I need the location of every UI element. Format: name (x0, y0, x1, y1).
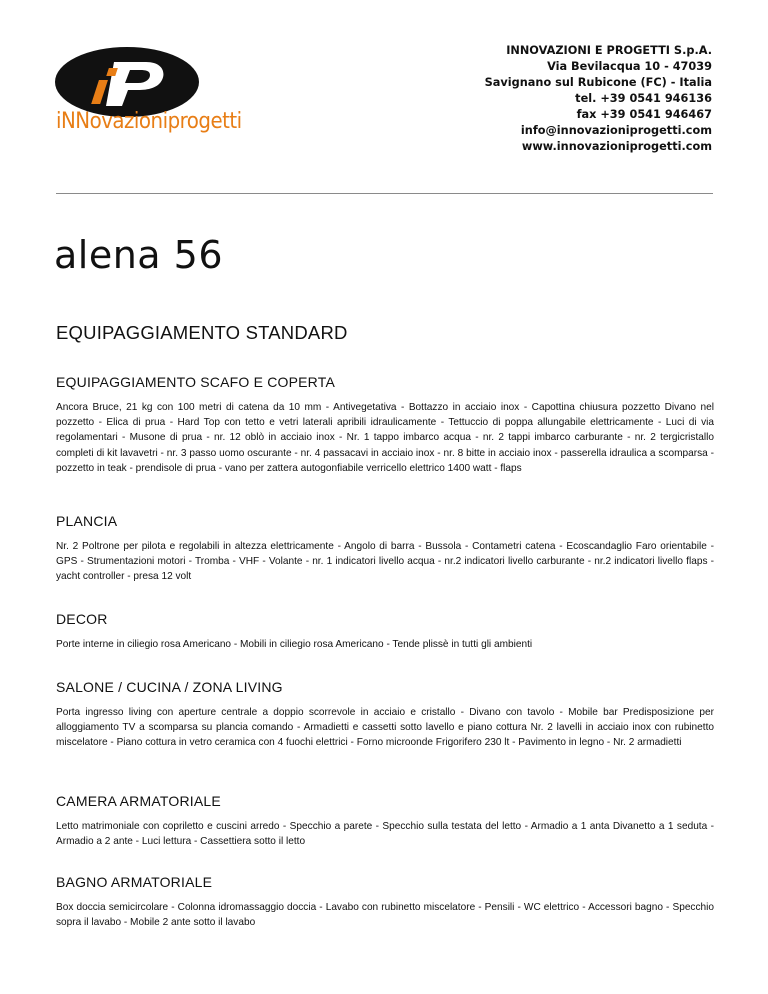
company-street: Via Bevilacqua 10 - 47039 (547, 60, 712, 73)
model-title: alena 56 (54, 233, 224, 277)
company-phone: tel. +39 0541 946136 (575, 92, 712, 105)
section-title: EQUIPAGGIAMENTO SCAFO E COPERTA (56, 374, 335, 390)
company-logo (54, 46, 200, 150)
company-city: Savignano sul Rubicone (FC) - Italia (484, 76, 712, 89)
section-title: BAGNO ARMATORIALE (56, 874, 213, 890)
section-text: Porta ingresso living con aperture centrale a doppio scorrevole in acciaio e cristallo - Divano con tavolo - Mobile bar Predisposizione per alloggiamento TV a scomparsa su plancia comando - Armadietti e cassetti sotto lavello e piano cottura Nr. 2 lavelli in acciaio inox con rubinetto miscelatore - Piano cottura in vetro ceramica con 4 fuochi elettrici - Forno microonde Frigorifero 230 lt - Pavimento in legno - Nr. 2 armadietti (56, 707, 714, 749)
header-divider (56, 193, 713, 194)
logo-wordmark: iNNovazioniprogetti (56, 109, 242, 134)
section-text: Porte interne in ciliegio rosa Americano - Mobili in ciliegio rosa Americano - Tende plissè in tutti gli ambienti (56, 639, 533, 650)
page-heading: EQUIPAGGIAMENTO STANDARD (56, 322, 348, 343)
section-text: Nr. 2 Poltrone per pilota e regolabili in altezza elettricamente - Angolo di barra - Bussola - Contametri catena - Ecoscandaglio Faro orientabile - GPS - Strumentazioni motori - Tromba - VHF - Volante - nr. 1 indicatori livello acqua - nr.2 indicatori livello carburante - nr.2 indicatori livello flaps - yacht controller - presa 12 volt (56, 541, 714, 583)
section-living (56, 679, 714, 751)
section-owner-bathroom (56, 874, 714, 930)
section-title: CAMERA ARMATORIALE (56, 793, 221, 809)
company-address-block (485, 43, 712, 155)
section-text: Letto matrimoniale con copriletto e cuscini arredo - Specchio a parete - Specchio sulla testata del letto - Armadio a 1 anta Divanetto a 1 seduta - Armadio a 2 ante - Luci lettura - Cassettiera sotto il letto (56, 821, 714, 848)
section-text: Ancora Bruce, 21 kg con 100 metri di catena da 10 mm - Antivegetativa - Bottazzo in acciaio inox - Capottina chiusura pozzetto Divano nel pozzetto - Elica di prua - Hard Top con tetto e vetri laterali apribili idraulicamente - Tettuccio di poppa allungabile elettricamente - Luci di via regolamentari - Musone di prua - nr. 12 oblò in acciaio inox - Nr. 1 tappo imbarco acqua - nr. 2 tappi imbarco carburante - nr. 2 tergicristallo completi di kit lavavetri - nr. 3 passo uomo oscurante - nr. 4 passacavi in acciaio inox - nr. 8 bitte in acciaio inox - passerella idraulica a scomparsa - pozzetto in teak - prendisole di prua - vano per zattera autogonfiabile verricello elettrico 1400 watt - flaps (56, 402, 714, 474)
section-title: PLANCIA (56, 513, 118, 529)
section-decor (56, 611, 714, 652)
company-name: INNOVAZIONI E PROGETTI S.p.A. (506, 44, 712, 57)
section-helm (56, 513, 714, 585)
company-fax: fax +39 0541 946467 (576, 108, 712, 121)
section-owner-cabin (56, 793, 714, 849)
logo-emblem (54, 46, 200, 118)
company-email: info@innovazioniprogetti.com (520, 124, 712, 137)
section-title: DECOR (56, 611, 108, 627)
section-text: Box doccia semicircolare - Colonna idromassaggio doccia - Lavabo con rubinetto miscelatore - Pensili - WC elettrico - Accessori bagno - Specchio sopra il lavabo - Mobile 2 ante sotto il lavabo (56, 902, 714, 929)
section-title: SALONE / CUCINA / ZONA LIVING (56, 679, 283, 695)
company-website: www.innovazioniprogetti.com (521, 140, 712, 153)
section-hull-deck (56, 374, 714, 476)
